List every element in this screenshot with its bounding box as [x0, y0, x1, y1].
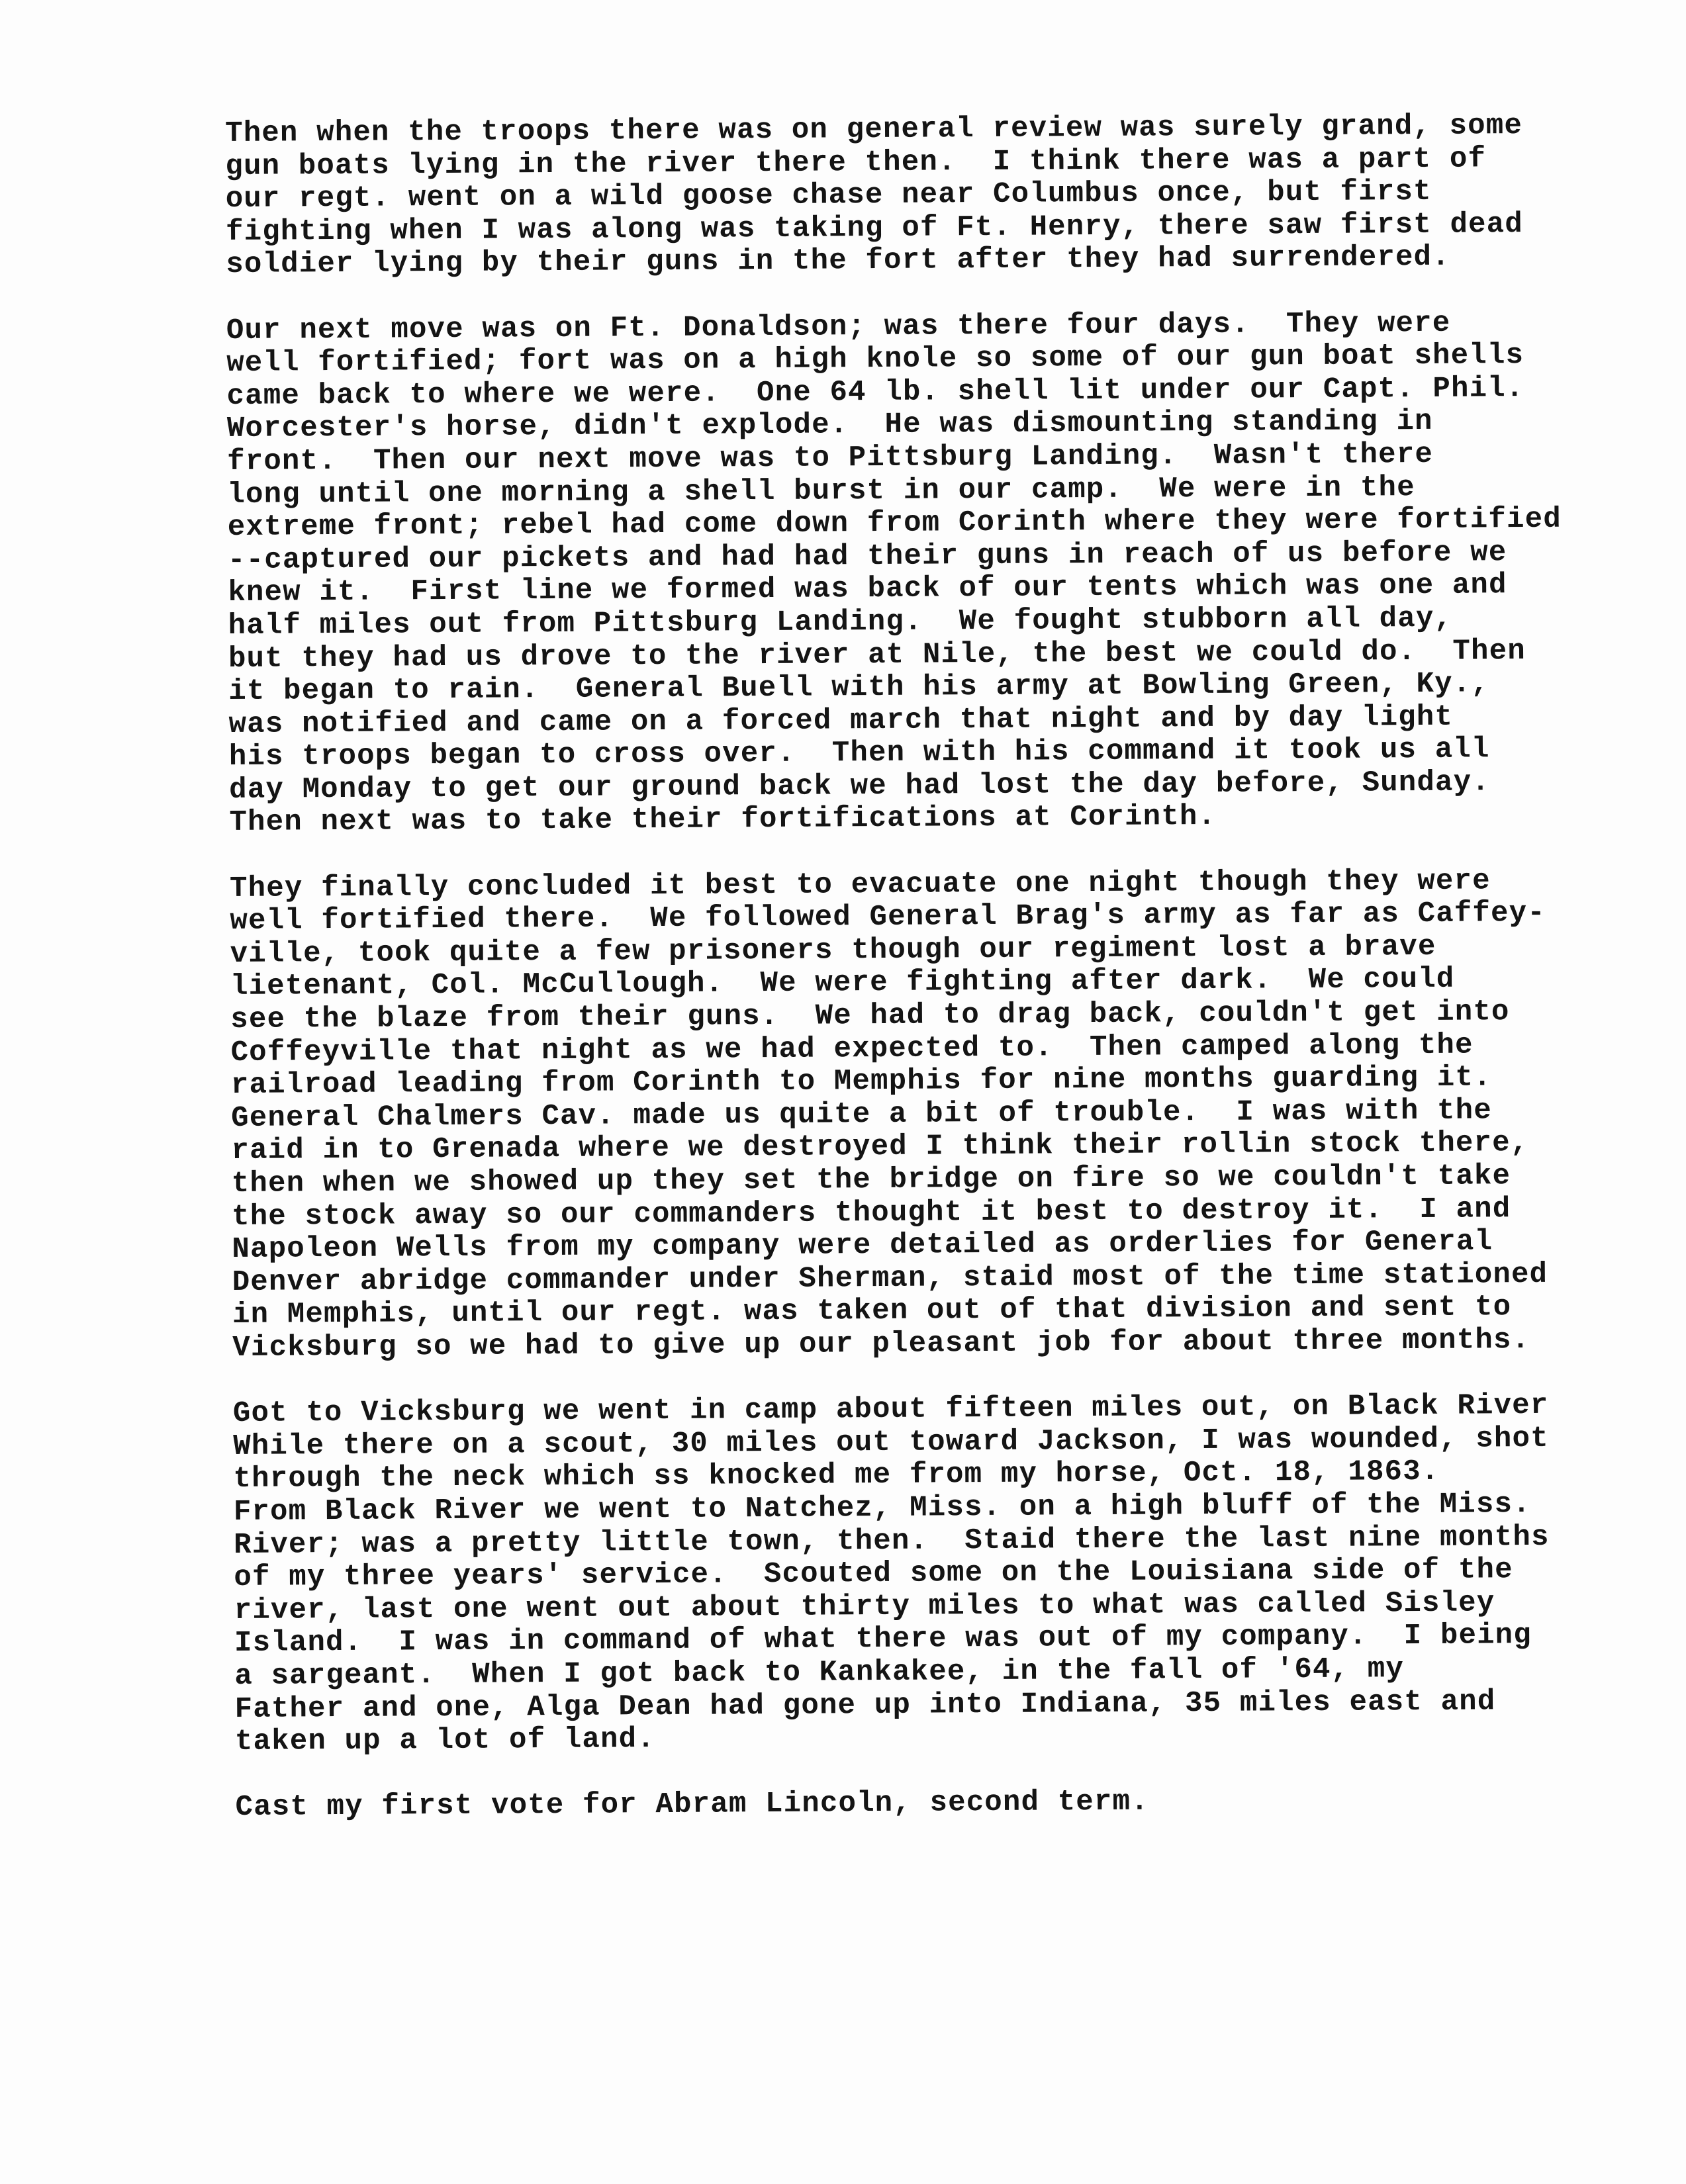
text-line: in Memphis, until our regt. was taken out of that division and sent to	[232, 1291, 1512, 1332]
text-line: They finally concluded it best to evacuate one night though they were	[229, 864, 1491, 905]
text-line: river, last one went out about thirty miles to what was called Sisley	[234, 1586, 1495, 1627]
text-line: well fortified; fort was on a high knole so some of our gun boat shells	[226, 339, 1524, 381]
text-line: ville, took quite a few prisoners though our regiment lost a brave	[230, 930, 1436, 971]
text-line: Father and one, Alga Dean had gone up into Indiana, 35 miles east and	[234, 1684, 1496, 1726]
text-line: From Black River we went to Natchez, Miss. on a high bluff of the Miss.	[233, 1487, 1531, 1529]
text-line: Denver abridge commander under Sherman, staid most of the time stationed	[232, 1257, 1548, 1299]
text-line: extreme front; rebel had come down from Corinth where they were fortified	[227, 502, 1562, 545]
text-line: through the neck which ss knocked me from my horse, Oct. 18, 1863.	[233, 1455, 1440, 1496]
paragraph-3	[230, 864, 1676, 1365]
text-line: front. Then our next move was to Pittsburg Landing. Wasn't there	[227, 437, 1434, 478]
text-line: soldier lying by their guns in the fort after they had surrendered.	[226, 241, 1450, 282]
paragraph-2	[226, 306, 1673, 840]
paragraph-4	[233, 1389, 1678, 1759]
text-line: gun boats lying in the river there then. I think there was a part of	[225, 142, 1487, 183]
text-line: well fortified there. We followed General Brag's army as far as Caffey-	[230, 897, 1546, 938]
text-line: fighting when I was along was taking of Ft. Henry, there saw first dead	[225, 207, 1524, 249]
text-line: but they had us drove to the river at Nile, the best we could do. Then	[228, 634, 1526, 676]
text-line: our regt. went on a wild goose chase near Columbus once, but first	[225, 175, 1432, 216]
text-line: was notified and came on a forced march that night and by day light	[228, 700, 1454, 741]
text-line: day Monday to get our ground back we had lost the day before, Sunday.	[229, 766, 1491, 807]
text-line: --captured our pickets and had had their guns in reach of us before we	[227, 535, 1507, 577]
text-line: Coffeyville that night as we had expected to. Then camped along the	[230, 1028, 1474, 1069]
text-line: Then when the troops there was on general review was surely grand, some	[224, 109, 1523, 150]
text-line: Cast my first vote for Abram Lincoln, second term.	[235, 1785, 1149, 1825]
text-line: Vicksburg so we had to give up our pleasant job for about three months.	[232, 1323, 1530, 1365]
text-line: knew it. First line we formed was back of our tents which was one and	[228, 569, 1507, 610]
text-line: Worcester's horse, didn't explode. He was dismounting standing in	[226, 405, 1433, 446]
paragraph-5	[235, 1783, 1678, 1825]
text-line: raid in to Grenada where we destroyed I think their rollin stock there,	[231, 1126, 1529, 1168]
text-line: Napoleon Wells from my company were detailed as orderlies for General	[232, 1225, 1493, 1267]
text-line: railroad leading from Corinth to Memphis for nine months guarding it.	[230, 1061, 1492, 1103]
text-line: While there on a scout, 30 miles out toward Jackson, I was wounded, shot	[233, 1422, 1549, 1463]
typed-memoir-text	[225, 109, 1679, 1858]
text-line: see the blaze from their guns. We had to drag back, couldn't get into	[230, 995, 1510, 1037]
text-line: Then next was to take their fortifications at Corinth.	[229, 800, 1217, 840]
text-line: lietenant, Col. McCullough. We were fighting after dark. We could	[230, 963, 1455, 1004]
text-line: a sargeant. When I got back to Kankakee, in the fall of '64, my	[234, 1653, 1405, 1693]
text-line: River; was a pretty little town, then. Staid there the last nine months	[234, 1520, 1550, 1562]
text-line: Our next move was on Ft. Donaldson; was there four days. They were	[226, 306, 1451, 347]
text-line: Island. I was in command of what there was out of my company. I being	[234, 1619, 1532, 1661]
text-line: came back to where we were. One 64 lb. shell lit under our Capt. Phil.	[226, 371, 1524, 413]
text-line: half miles out from Pittsburg Landing. We fought stubborn all day,	[228, 602, 1453, 643]
text-line: his troops began to cross over. Then with his command it took us all	[228, 733, 1490, 774]
text-line: it began to rain. General Buell with his army at Bowling Green, Ky.,	[228, 667, 1490, 709]
text-line: then when we showed up they set the bridge on fire so we couldn't take	[231, 1160, 1511, 1201]
text-line: of my three years' service. Scouted some on the Louisiana side of the	[234, 1553, 1513, 1595]
text-line: General Chalmers Cav. made us quite a bit of trouble. I was with the	[231, 1094, 1493, 1135]
text-line: Got to Vicksburg we went in camp about fifteen miles out, on Black River	[232, 1388, 1549, 1431]
text-line: taken up a lot of land.	[234, 1723, 656, 1759]
paragraph-1	[225, 109, 1669, 282]
text-line: the stock away so our commanders thought it best to destroy it. I and	[231, 1192, 1511, 1234]
text-line: long until one morning a shell burst in our camp. We were in the	[227, 471, 1415, 512]
